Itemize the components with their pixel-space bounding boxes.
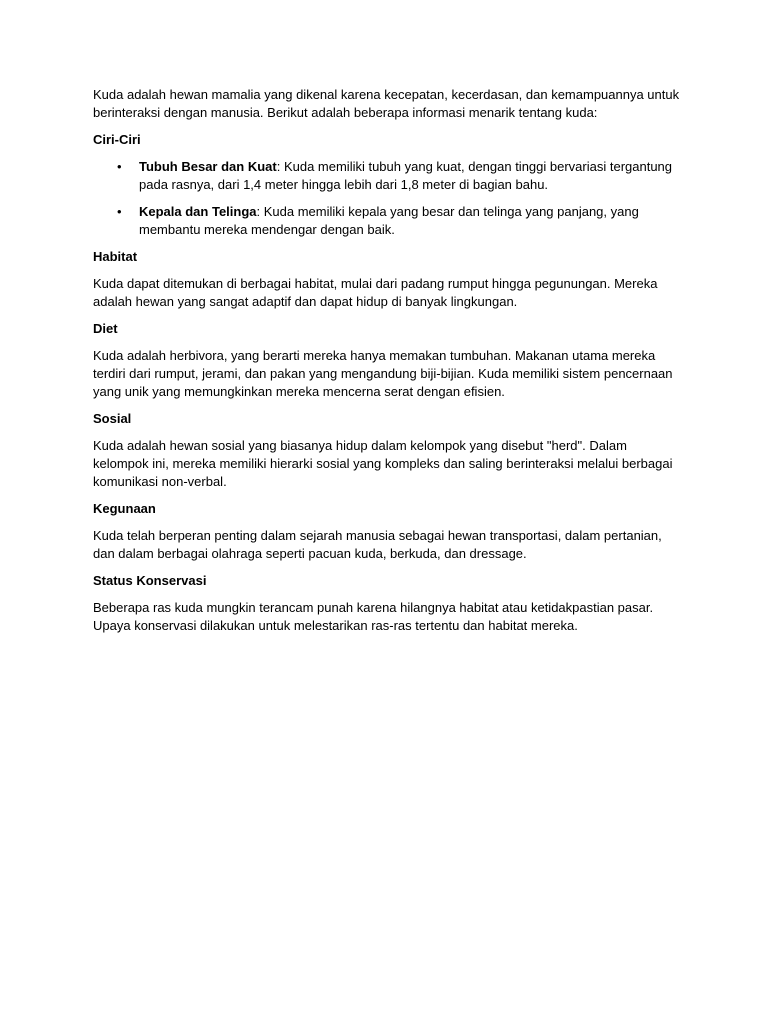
list-item-term: Kepala dan Telinga [139, 204, 257, 219]
konservasi-paragraph: Beberapa ras kuda mungkin terancam punah karena hilangnya habitat atau ketidakpastian pasar. Upaya konservasi dilakukan untuk melestarikan ras-ras tertentu dan habitat mereka. [93, 600, 654, 633]
intro-paragraph: Kuda adalah hewan mamalia yang dikenal karena kecepatan, kecerdasan, dan kemampuannya untuk berinteraksi dengan manusia. Berikut adalah beberapa informasi menarik tentang kuda: [93, 87, 680, 120]
sosial-paragraph: Kuda adalah hewan sosial yang biasanya hidup dalam kelompok yang disebut "herd". Dalam kelompok ini, mereka memiliki hierarki sosial yang kompleks dan saling berinteraksi melalui berbagai komunikasi non-verbal. [93, 438, 673, 489]
list-item-text: : Kuda memiliki tubuh yang kuat, dengan tinggi bervariasi tergantung pada rasnya, dari 1,4 meter hingga lebih dari 1,8 meter di bagian bahu. [139, 159, 673, 192]
heading-kegunaan: Kegunaan [93, 501, 156, 516]
heading-ciri-ciri: Ciri-Ciri [93, 132, 141, 147]
habitat-paragraph: Kuda dapat ditemukan di berbagai habitat, mulai dari padang rumput hingga pegunungan. Mereka adalah hewan yang sangat adaptif dan dapat hidup di banyak lingkungan. [93, 276, 658, 309]
list-item [117, 158, 683, 194]
kegunaan-paragraph: Kuda telah berperan penting dalam sejarah manusia sebagai hewan transportasi, dalam pertanian, dan dalam berbagai olahraga seperti pacuan kuda, berkuda, dan dressage. [93, 528, 662, 561]
list-item-term: Tubuh Besar dan Kuat [139, 159, 277, 174]
heading-diet: Diet [93, 321, 118, 336]
heading-sosial: Sosial [93, 411, 132, 426]
heading-status-konservasi: Status Konservasi [93, 573, 207, 588]
ciri-list [93, 158, 683, 239]
document-page [93, 86, 683, 644]
list-item-text: : Kuda memiliki kepala yang besar dan telinga yang panjang, yang membantu mereka mendengar dengan baik. [139, 204, 639, 237]
heading-habitat: Habitat [93, 249, 138, 264]
list-item [117, 203, 683, 239]
diet-paragraph: Kuda adalah herbivora, yang berarti mereka hanya memakan tumbuhan. Makanan utama mereka terdiri dari rumput, jerami, dan pakan yang mengandung biji-bijian. Kuda memiliki sistem pencernaan yang unik yang memungkinkan mereka mencerna serat dengan efisien. [93, 348, 673, 399]
bullet-icon: • [117, 204, 122, 219]
bullet-icon: • [117, 159, 122, 174]
